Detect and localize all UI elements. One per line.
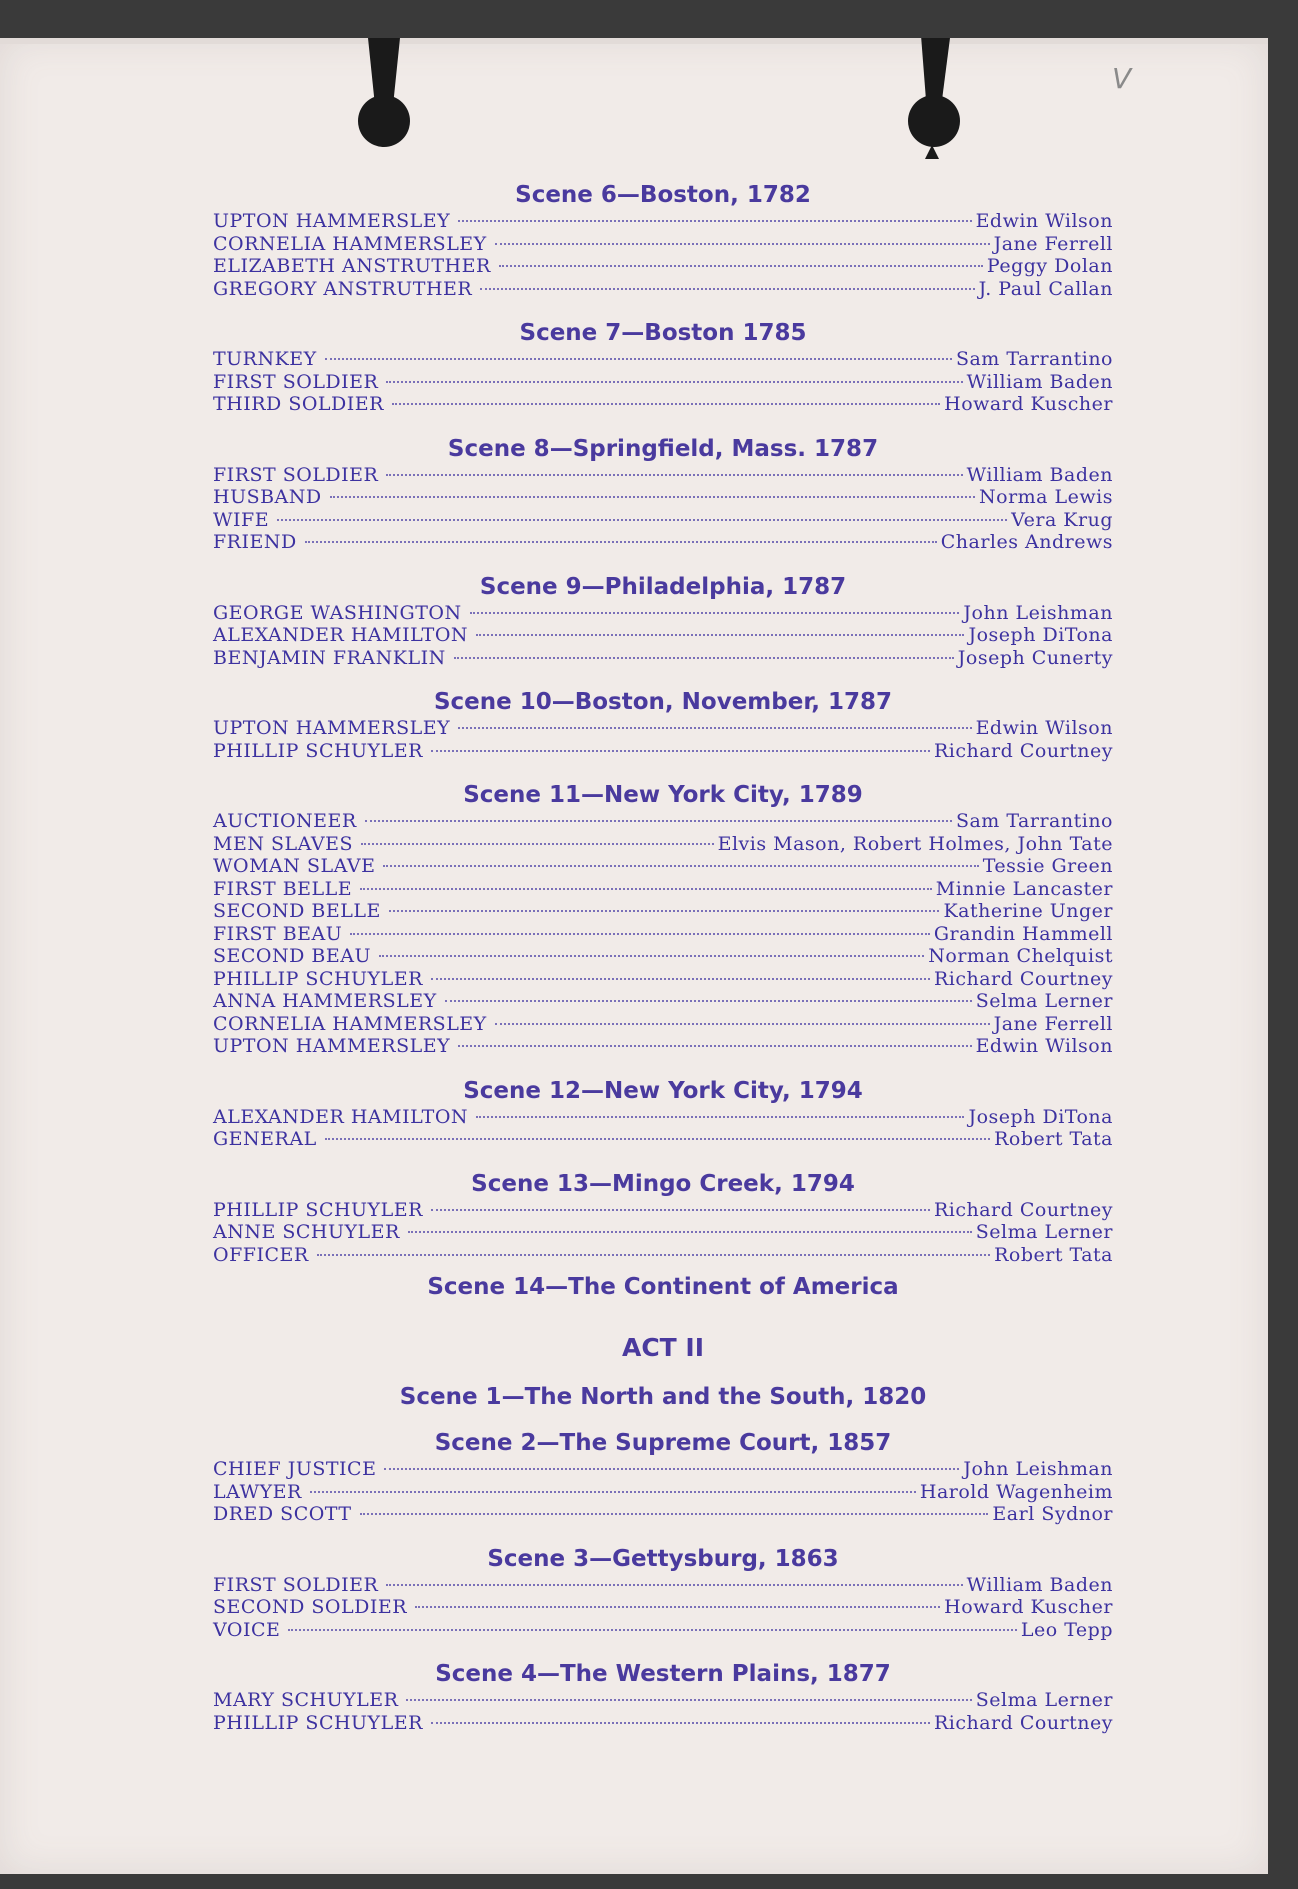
actor-name: Joseph DiTona	[968, 624, 1113, 646]
dot-leader	[305, 541, 937, 543]
cast-row	[213, 1035, 1113, 1058]
role-name: UPTON HAMMERSLEY	[213, 210, 451, 232]
scene-section	[213, 180, 1113, 300]
actor-name: Richard Courtney	[933, 967, 1113, 990]
actor-name: Minnie Lancaster	[935, 877, 1113, 900]
dot-leader	[408, 1231, 972, 1233]
dot-leader	[480, 288, 974, 290]
dot-leader	[386, 381, 962, 383]
cast-row	[213, 968, 1113, 991]
cast-row	[213, 647, 1113, 670]
dot-leader	[470, 612, 960, 614]
dot-leader	[495, 1023, 990, 1025]
actor-name: Grandin Hammell	[933, 922, 1113, 945]
dot-leader	[431, 1722, 930, 1724]
scene-heading: Scene 4—The Western Plains, 1877	[435, 1661, 891, 1687]
paper-edge	[0, 38, 1268, 44]
cast-row	[213, 1689, 1113, 1712]
dot-leader	[389, 910, 940, 912]
role-name: PHILLIP SCHUYLER	[213, 1198, 423, 1221]
cast-row	[213, 371, 1113, 394]
role-name: FRIEND	[213, 531, 297, 553]
cast-row	[213, 278, 1113, 301]
dot-leader	[330, 496, 975, 498]
dot-leader	[431, 978, 930, 980]
role-name: CORNELIA HAMMERSLEY	[213, 232, 487, 255]
dot-leader	[360, 888, 932, 890]
cast-row	[213, 1458, 1113, 1481]
cast-list	[213, 180, 1113, 1752]
role-name: SECOND BELLE	[213, 900, 381, 922]
role-name: UPTON HAMMERSLEY	[213, 717, 451, 739]
role-name: PHILLIP SCHUYLER	[213, 967, 423, 990]
cast-row	[213, 233, 1113, 256]
scene-heading: Scene 10—Boston, November, 1787	[433, 689, 893, 715]
role-name: ANNE SCHUYLER	[213, 1221, 400, 1243]
cast-row	[213, 945, 1113, 968]
actor-name: Elvis Mason, Robert Holmes, John Tate	[717, 832, 1113, 855]
dot-leader	[325, 358, 952, 360]
scene-section	[213, 1544, 1113, 1642]
role-name: PHILLIP SCHUYLER	[213, 1711, 423, 1734]
dot-leader	[317, 1254, 990, 1256]
actor-name: J. Paul Callan	[978, 277, 1113, 300]
role-name: VOICE	[213, 1618, 281, 1641]
dot-leader	[379, 955, 924, 957]
actor-name: Edwin Wilson	[975, 210, 1113, 232]
actor-name: Robert Tata	[994, 1128, 1113, 1150]
scene-heading: Scene 12—New York City, 1794	[463, 1077, 863, 1104]
role-name: HUSBAND	[213, 486, 322, 508]
actor-name: Joseph DiTona	[968, 1105, 1113, 1128]
scene-heading: Scene 14—The Continent of America	[427, 1274, 899, 1300]
role-name: FIRST BEAU	[213, 922, 343, 945]
scene-section	[213, 572, 1113, 670]
actor-name: Sam Tarrantino	[955, 810, 1113, 832]
scene-heading: Scene 7—Boston 1785	[519, 320, 807, 346]
cast-row	[213, 1596, 1113, 1619]
cast-row	[213, 990, 1113, 1013]
dot-leader	[445, 1000, 972, 1002]
scene-section	[213, 1076, 1113, 1151]
cast-row	[213, 1481, 1113, 1504]
role-name: ELIZABETH ANSTRUTHER	[213, 255, 491, 277]
cast-row	[213, 348, 1113, 371]
role-name: BENJAMIN FRANKLIN	[213, 646, 446, 669]
dot-leader	[310, 1491, 916, 1493]
cast-row	[213, 255, 1113, 278]
cast-row	[213, 509, 1113, 532]
cast-row	[213, 210, 1113, 233]
role-name: SECOND BEAU	[213, 945, 371, 967]
role-name: CHIEF JUSTICE	[213, 1458, 377, 1480]
actor-name: Tessie Green	[982, 855, 1113, 877]
role-name: PHILLIP SCHUYLER	[213, 739, 423, 762]
scene-section	[213, 780, 1113, 1058]
dot-leader	[365, 820, 952, 822]
scene-heading: Scene 9—Philadelphia, 1787	[479, 573, 847, 600]
dot-leader	[476, 1116, 964, 1118]
actor-name: Joseph Cunerty	[957, 646, 1113, 669]
cast-row	[213, 624, 1113, 647]
dot-leader	[386, 1584, 962, 1586]
act2-scenes	[213, 1428, 1113, 1734]
dot-leader	[431, 750, 930, 752]
role-name: ALEXANDER HAMILTON	[213, 624, 469, 646]
actor-name: Richard Courtney	[933, 739, 1113, 762]
binder-hole-right	[908, 95, 960, 147]
act-title: ACT II	[621, 1333, 705, 1362]
cast-row	[213, 833, 1113, 856]
role-name: THIRD SOLDIER	[213, 393, 384, 415]
role-name: FIRST SOLDIER	[213, 370, 379, 393]
cast-row	[213, 740, 1113, 763]
cast-row	[213, 717, 1113, 740]
actor-name: Peggy Dolan	[986, 255, 1113, 277]
actor-name: Edwin Wilson	[975, 717, 1113, 739]
actor-name: Richard Courtney	[933, 1711, 1113, 1734]
cast-row	[213, 1503, 1113, 1526]
cast-row	[213, 810, 1113, 833]
scene-heading: Scene 11—New York City, 1789	[463, 782, 863, 808]
scene-heading: Scene 3—Gettysburg, 1863	[487, 1545, 839, 1572]
actor-name: Selma Lerner	[975, 1689, 1113, 1711]
role-name: ALEXANDER HAMILTON	[213, 1105, 469, 1128]
dot-leader	[383, 865, 978, 867]
role-name: FIRST SOLDIER	[213, 463, 379, 486]
actor-name: Harold Wagenheim	[919, 1480, 1113, 1503]
cast-row	[213, 602, 1113, 625]
dot-leader	[360, 1513, 989, 1515]
scene-section	[213, 1169, 1113, 1267]
cast-row	[213, 1013, 1113, 1036]
dot-leader	[406, 1699, 971, 1701]
actor-name: Katherine Unger	[943, 900, 1113, 922]
binder-hole-left	[358, 95, 410, 147]
actor-name: Jane Ferrell	[993, 232, 1113, 255]
cast-row	[213, 1106, 1113, 1129]
actor-name: Charles Andrews	[940, 531, 1113, 553]
dot-leader	[350, 933, 930, 935]
dot-leader	[431, 1209, 930, 1211]
actor-name: William Baden	[966, 463, 1113, 486]
role-name: GREGORY ANSTRUTHER	[213, 277, 473, 300]
cast-row	[213, 1221, 1113, 1244]
cast-row	[213, 1619, 1113, 1642]
cast-row	[213, 1199, 1113, 1222]
cast-row	[213, 900, 1113, 923]
role-name: WIFE	[213, 508, 270, 531]
actor-name: Richard Courtney	[933, 1198, 1113, 1221]
scene-heading: Scene 13—Mingo Creek, 1794	[471, 1170, 855, 1197]
actor-name: William Baden	[966, 370, 1113, 393]
cast-row	[213, 878, 1113, 901]
dot-leader	[454, 657, 954, 659]
role-name: FIRST BELLE	[213, 877, 353, 900]
role-name: CORNELIA HAMMERSLEY	[213, 1012, 487, 1035]
actor-name: John Leishman	[963, 601, 1113, 624]
dot-leader	[458, 1045, 971, 1047]
role-name: TURNKEY	[213, 348, 317, 370]
dot-leader	[384, 1468, 959, 1470]
actor-name: Norman Chelquist	[928, 945, 1113, 967]
dot-leader	[288, 1629, 1017, 1631]
act1-scenes	[213, 180, 1113, 1266]
cast-row	[213, 1574, 1113, 1597]
actor-name: Howard Kuscher	[944, 393, 1113, 415]
dot-leader	[277, 519, 1007, 521]
scene-heading: Scene 1—The North and the South, 1820	[399, 1384, 927, 1410]
dot-leader	[392, 403, 940, 405]
actor-name: Vera Krug	[1011, 508, 1113, 531]
actor-name: Selma Lerner	[975, 990, 1113, 1012]
role-name: LAWYER	[213, 1480, 302, 1503]
scene-section	[213, 318, 1113, 416]
actor-name: William Baden	[966, 1573, 1113, 1596]
dot-leader	[415, 1606, 940, 1608]
role-name: DRED SCOTT	[213, 1503, 352, 1525]
scene-section	[213, 1659, 1113, 1734]
scene-heading: Scene 6—Boston, 1782	[515, 182, 811, 208]
actor-name: Earl Sydnor	[992, 1503, 1113, 1525]
role-name: ANNA HAMMERSLEY	[213, 990, 437, 1012]
cast-row	[213, 1712, 1113, 1735]
cast-row	[213, 531, 1113, 554]
cast-row	[213, 464, 1113, 487]
dot-leader	[325, 1138, 990, 1140]
role-name: GEORGE WASHINGTON	[213, 601, 462, 624]
actor-name: Howard Kuscher	[944, 1596, 1113, 1618]
actor-name: John Leishman	[963, 1458, 1113, 1480]
dot-leader	[458, 727, 971, 729]
cast-row	[213, 1128, 1113, 1151]
cast-row	[213, 855, 1113, 878]
role-name: OFFICER	[213, 1243, 309, 1266]
actor-name: Leo Tepp	[1020, 1618, 1113, 1641]
dot-leader	[361, 843, 714, 845]
actor-name: Norma Lewis	[979, 486, 1113, 508]
role-name: MARY SCHUYLER	[213, 1689, 399, 1711]
dot-leader	[495, 243, 990, 245]
cast-row	[213, 1244, 1113, 1267]
scene-section	[213, 687, 1113, 762]
dot-leader	[499, 265, 983, 267]
scene-heading: Scene 2—The Supreme Court, 1857	[434, 1430, 892, 1456]
cast-row	[213, 393, 1113, 416]
dot-leader	[386, 474, 962, 476]
role-name: WOMAN SLAVE	[213, 855, 376, 877]
role-name: SECOND SOLDIER	[213, 1596, 408, 1618]
scene-heading: Scene 8—Springfield, Mass. 1787	[447, 435, 879, 462]
pencil-page-mark: V	[1112, 62, 1132, 95]
actor-name: Robert Tata	[994, 1243, 1113, 1266]
role-name: GENERAL	[213, 1128, 317, 1150]
actor-name: Edwin Wilson	[975, 1035, 1113, 1057]
dot-leader	[458, 220, 971, 222]
actor-name: Sam Tarrantino	[955, 348, 1113, 370]
role-name: MEN SLAVES	[213, 832, 354, 855]
scene-section	[213, 434, 1113, 554]
actor-name: Jane Ferrell	[993, 1012, 1113, 1035]
scene-section	[213, 1428, 1113, 1526]
dot-leader	[476, 634, 964, 636]
cast-row	[213, 923, 1113, 946]
role-name: AUCTIONEER	[213, 810, 357, 832]
role-name: UPTON HAMMERSLEY	[213, 1035, 451, 1057]
actor-name: Selma Lerner	[975, 1221, 1113, 1243]
role-name: FIRST SOLDIER	[213, 1573, 379, 1596]
cast-row	[213, 486, 1113, 509]
